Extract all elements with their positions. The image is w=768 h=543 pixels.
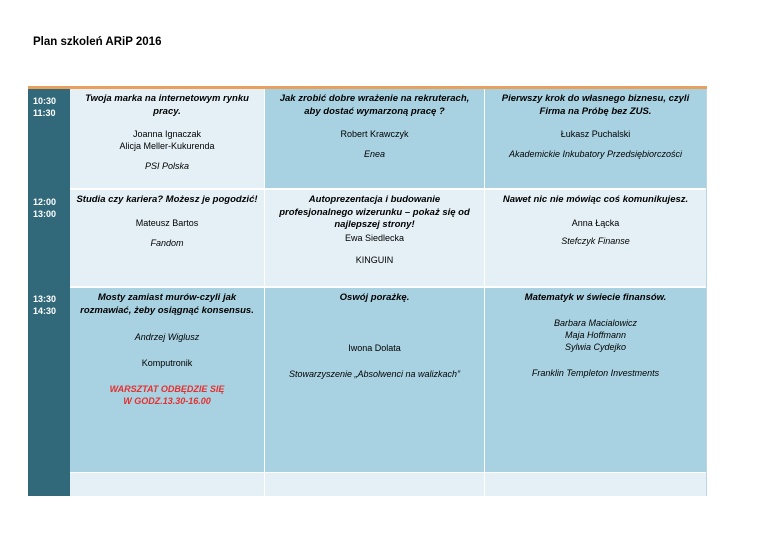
empty-cell bbox=[485, 473, 706, 496]
session-organization: Akademickie Inkubatory Przedsiębiorczości bbox=[508, 149, 683, 159]
page-title: Plan szkoleń ARiP 2016 bbox=[33, 36, 162, 48]
session-cell bbox=[265, 89, 484, 188]
empty-cell bbox=[70, 473, 264, 496]
session-title: Studia czy kariera? Możesz je pogodzić! bbox=[76, 194, 258, 205]
speaker-name: Łukasz Puchalski bbox=[560, 129, 631, 139]
session-organization: Fandom bbox=[150, 237, 184, 248]
session-title: Pierwszy krok do własnego biznesu, czyli Firma na Próbę bez ZUS. bbox=[501, 93, 690, 117]
slot-2-end: 13:00 bbox=[33, 209, 57, 219]
session-organization: Stefczyk Finanse bbox=[561, 235, 630, 246]
table-border bbox=[706, 89, 707, 496]
session-title: Autoprezentacja i budowanie profesjonalnego wizerunku – pokaż się od najlepszej strony! bbox=[279, 194, 470, 230]
slot-1-end: 11:30 bbox=[33, 108, 56, 118]
speaker-name: Maja Hoffmann bbox=[564, 329, 627, 340]
empty-cell bbox=[265, 473, 484, 496]
speaker-name: Joanna Ignaczak bbox=[132, 129, 202, 139]
session-title: Nawet nic nie mówiąc coś komunikujesz. bbox=[502, 194, 689, 205]
speaker-name: Robert Krawczyk bbox=[340, 129, 409, 139]
session-cell bbox=[265, 190, 484, 286]
session-title: Matematyk w świecie finansów. bbox=[524, 292, 667, 303]
session-organization: Enea bbox=[363, 149, 386, 159]
speaker-name: Alicja Meller-Kukurenda bbox=[119, 141, 215, 151]
session-cell bbox=[70, 288, 264, 472]
schedule-table bbox=[28, 89, 707, 496]
session-cell bbox=[70, 190, 264, 286]
session-cell bbox=[485, 89, 706, 188]
session-organization: Stowarzyszenie „Absolwenci na walizkach” bbox=[288, 368, 461, 379]
slot-1-start: 10:30 bbox=[33, 96, 57, 106]
speaker-name: Anna Łącka bbox=[571, 217, 620, 228]
speaker-name: Barbara Macialowicz bbox=[553, 317, 638, 328]
session-title: Mosty zamiast murów-czyli jak rozmawiać, żeby osiągnąć konsensus. bbox=[80, 292, 254, 316]
speaker-name: Iwona Dolata bbox=[348, 342, 401, 353]
session-organization: Franklin Templeton Investments bbox=[531, 367, 660, 378]
session-title: Jak zrobić dobre wrażenie na rekruterach, aby dostać wymarzoną pracę ? bbox=[279, 93, 470, 117]
session-title: Oswój porażkę. bbox=[339, 292, 410, 303]
session-cell bbox=[265, 288, 484, 472]
time-column bbox=[28, 89, 70, 496]
slot-3-start: 13:30 bbox=[33, 294, 57, 304]
session-organization: PSI Polska bbox=[144, 161, 190, 171]
slot-2-start: 12:00 bbox=[33, 197, 57, 207]
session-cell bbox=[70, 89, 264, 188]
workshop-note: WARSZTAT ODBĘDZIE SIĘ bbox=[109, 384, 225, 394]
session-organization: Komputronik bbox=[141, 358, 193, 368]
session-organization: KINGUIN bbox=[355, 254, 394, 265]
session-title: Twoja marka na internetowym rynku pracy. bbox=[85, 93, 249, 117]
speaker-name: Andrzej Wiglusz bbox=[134, 332, 200, 342]
session-cell bbox=[485, 190, 706, 286]
speaker-name: Ewa Siedlecka bbox=[344, 232, 405, 243]
speaker-name: Sylwia Cydejko bbox=[564, 341, 627, 352]
session-cell bbox=[485, 288, 706, 472]
speaker-name: Mateusz Bartos bbox=[135, 217, 199, 228]
slot-3-end: 14:30 bbox=[33, 306, 57, 316]
workshop-note: W GODZ.13.30-16.00 bbox=[123, 396, 211, 406]
